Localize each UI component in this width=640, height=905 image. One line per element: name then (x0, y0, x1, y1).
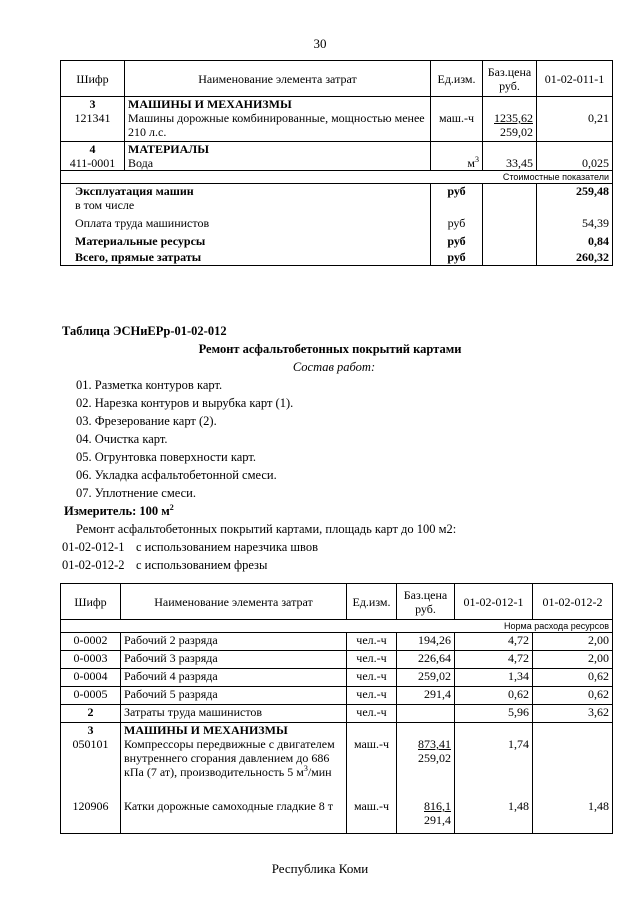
row-value: 3,62 (533, 705, 613, 723)
section-title: МАТЕРИАЛЫ (125, 141, 431, 156)
cost-indicators-label: Стоимостные показатели (61, 170, 613, 183)
row-value: 2,00 (533, 633, 613, 651)
row-value: 0,62 (533, 669, 613, 687)
row-value: 2,00 (533, 651, 613, 669)
header-price: Баз.цена руб. (397, 584, 455, 620)
row-price: 873,41 259,02 (397, 737, 455, 799)
summary-value: 0,84 (537, 234, 613, 250)
work-item: 06. Укладка асфальтобетонной смеси. (76, 468, 277, 482)
row-name: Катки дорожные самоходные гладкие 8 т (121, 799, 347, 833)
page-number: 30 (313, 36, 327, 51)
work-item: 07. Уплотнение смеси. (76, 486, 196, 500)
resource-table-012 (60, 583, 613, 834)
row-code: 121341 (61, 111, 125, 141)
section-number: 4 (61, 141, 125, 156)
row-name: Рабочий 2 разряда (121, 633, 347, 651)
row-price: 291,4 (397, 687, 455, 705)
row-name: Вода (125, 156, 431, 171)
summary-name: Эксплуатация машин (61, 183, 431, 198)
row-unit: чел.-ч (347, 705, 397, 723)
summary-name: в том числе (61, 198, 431, 216)
work-item: 01. Разметка контуров карт. (76, 378, 223, 392)
summary-unit: руб (431, 234, 483, 250)
summary-unit: руб (431, 216, 483, 234)
row-value: 0,025 (537, 156, 613, 171)
row-name: Рабочий 3 разряда (121, 651, 347, 669)
row-unit: чел.-ч (347, 669, 397, 687)
section-subtitle: Состав работ: (292, 360, 376, 374)
summary-name: Всего, прямые затраты (61, 250, 431, 266)
header-col-code: 01-02-012-1 (455, 584, 533, 620)
row-code: 050101 (61, 737, 121, 799)
row-name: Рабочий 5 разряда (121, 687, 347, 705)
row-name: Машины дорожные комбинированные, мощностью менее 210 л.с. (125, 111, 431, 141)
row-unit: $м^3$ (431, 156, 483, 171)
row-name: Компрессоры передвижные с двигателем внутреннего сгорания давлением до 686 кПа (7 ат), производительность 5 $м^3$/мин (121, 737, 347, 799)
section-number: 3 (61, 97, 125, 112)
row-price: 259,02 (397, 669, 455, 687)
header-code: Шифр (61, 61, 125, 97)
header-unit: Ед.изм. (431, 61, 483, 97)
table-label: Таблица ЭСНиЕРр-01-02-012 (62, 324, 227, 338)
page-footer: Республика Коми (271, 861, 369, 876)
row-value: 1,48 (533, 799, 613, 833)
meter: Измеритель: 100 $м^2$ (64, 502, 174, 518)
header-unit: Ед.изм. (347, 584, 397, 620)
work-item: 02. Нарезка контуров и вырубка карт (1). (76, 396, 294, 410)
row-name: Рабочий 4 разряда (121, 669, 347, 687)
row-value: 5,96 (455, 705, 533, 723)
variant-code: 01-02-012-2 (62, 558, 125, 572)
row-value: 0,21 (537, 111, 613, 141)
header-name: Наименование элемента затрат (121, 584, 347, 620)
row-unit: чел.-ч (347, 651, 397, 669)
header-col-code: 01-02-011-1 (537, 61, 613, 97)
header-col-code: 01-02-012-2 (533, 584, 613, 620)
section-title: МАШИНЫ И МЕХАНИЗМЫ (125, 97, 431, 112)
row-unit: чел.-ч (347, 633, 397, 651)
row-unit: маш.-ч (347, 799, 397, 833)
row-value: 0,62 (533, 687, 613, 705)
row-unit: маш.-ч (431, 111, 483, 141)
summary-unit: руб (431, 183, 483, 198)
row-price: 226,64 (397, 651, 455, 669)
section-title: МАШИНЫ И МЕХАНИЗМЫ (121, 723, 347, 738)
summary-name: Материальные ресурсы (61, 234, 431, 250)
row-value: 4,72 (455, 633, 533, 651)
row-code: 411-0001 (61, 156, 125, 171)
header-price: Баз.цена руб. (483, 61, 537, 97)
description: Ремонт асфальтобетонных покрытий картами, площадь карт до 100 м2: (76, 522, 457, 536)
row-name: Затраты труда машинистов (121, 705, 347, 723)
summary-value: 259,48 (537, 183, 613, 198)
summary-value: 260,32 (537, 250, 613, 266)
row-code: 0-0004 (61, 669, 121, 687)
work-item: 04. Очистка карт. (76, 432, 168, 446)
row-value: 0,62 (455, 687, 533, 705)
row-code: 0-0005 (61, 687, 121, 705)
work-item: 05. Огрунтовка поверхности карт. (76, 450, 256, 464)
norm-label: Норма расхода ресурсов (61, 620, 613, 633)
summary-value: 54,39 (537, 216, 613, 234)
variant-text: с использованием нарезчика швов (136, 540, 318, 554)
row-unit: чел.-ч (347, 687, 397, 705)
row-unit: маш.-ч (347, 737, 397, 799)
row-price: 816,1 291,4 (397, 799, 455, 833)
row-code: 0-0002 (61, 633, 121, 651)
row-value: 1,48 (455, 799, 533, 833)
variant-code: 01-02-012-1 (62, 540, 125, 554)
row-price: 1235,62 259,02 (483, 111, 537, 141)
row-value: 1,34 (455, 669, 533, 687)
summary-name: Оплата труда машинистов (61, 216, 431, 234)
row-price: 33,45 (483, 156, 537, 171)
section-title: Ремонт асфальтобетонных покрытий картами (198, 342, 462, 356)
row-value: 4,72 (455, 651, 533, 669)
work-item: 03. Фрезерование карт (2). (76, 414, 217, 428)
row-value: 1,74 (455, 737, 533, 799)
row-code: 0-0003 (61, 651, 121, 669)
resource-table-011 (60, 60, 613, 266)
header-code: Шифр (61, 584, 121, 620)
row-code: 120906 (61, 799, 121, 833)
variant-text: с использованием фрезы (136, 558, 268, 572)
header-name: Наименование элемента затрат (125, 61, 431, 97)
section-number: 3 (61, 723, 121, 738)
summary-unit: руб (431, 250, 483, 266)
row-price: 194,26 (397, 633, 455, 651)
section-number: 2 (61, 705, 121, 723)
